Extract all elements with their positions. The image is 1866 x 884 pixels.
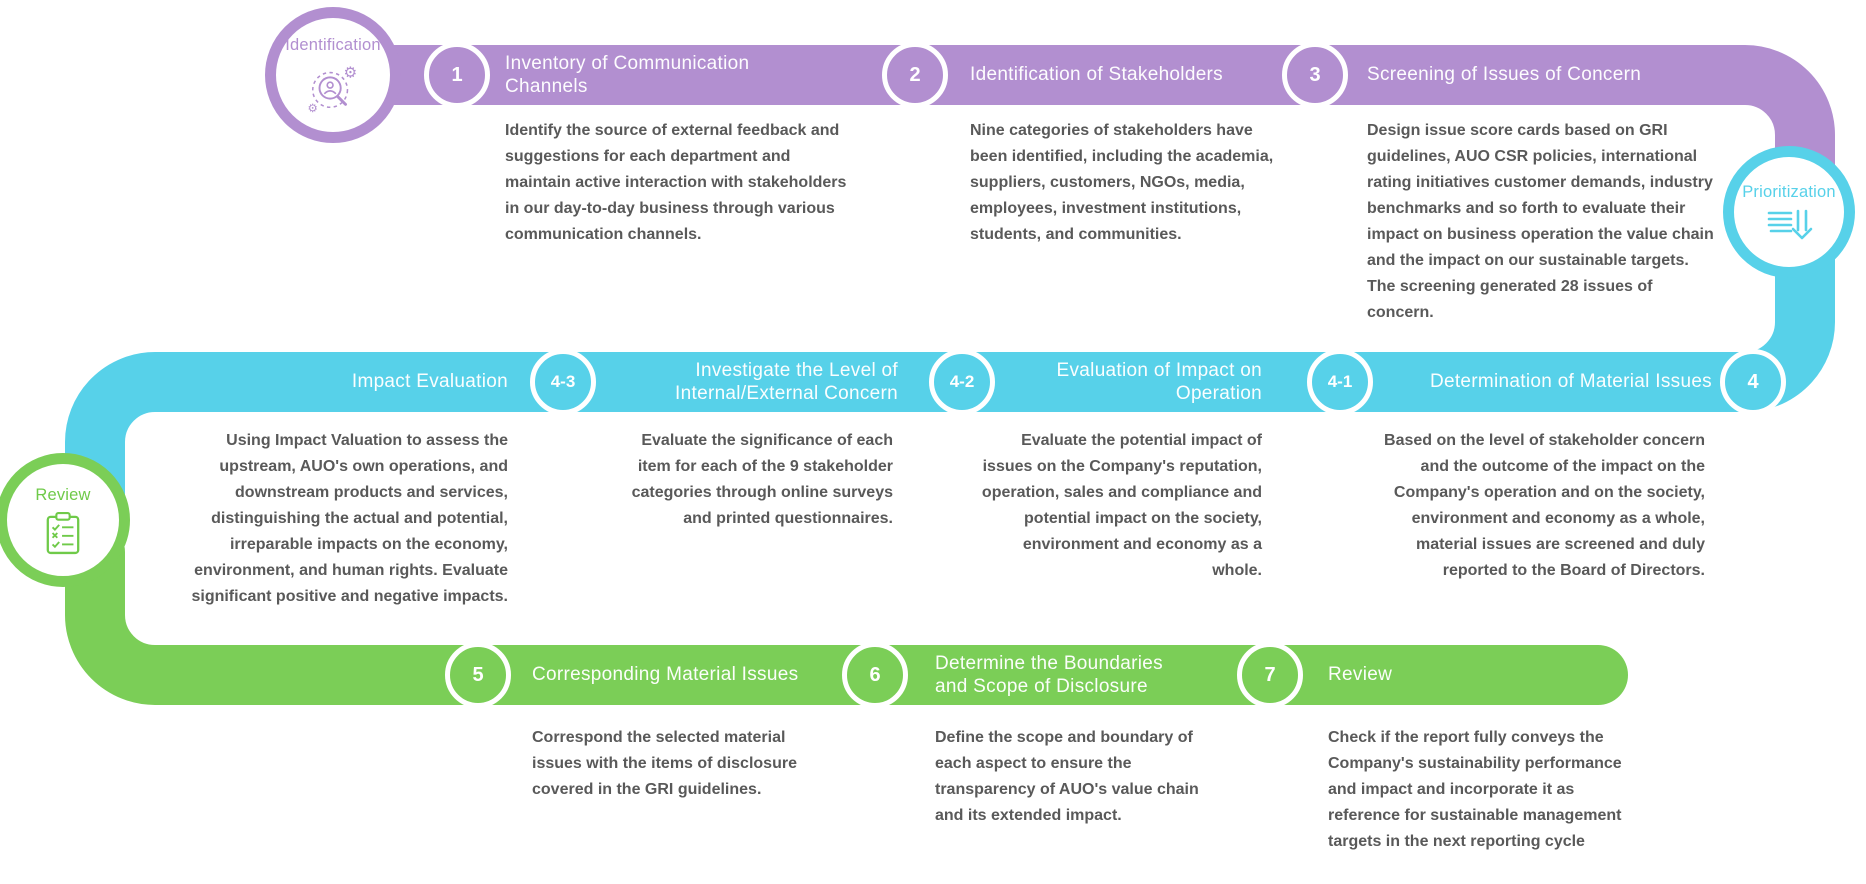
phase-label-review: Review (35, 485, 91, 504)
step-title-5: Corresponding Material Issues (532, 664, 799, 686)
step-circle-4 (1720, 349, 1786, 415)
step-body-7: Check if the report fully conveys the Company's sustainability performance and impact and incorporate it as reference for sustainable management targets in the next reporting cycle (1328, 729, 1622, 850)
step-body-3: Design issue score cards based on GRI guidelines, AUO CSR policies, international rating initiatives customer demands, industry benchmarks and so forth to evaluate their impact on business operation the value chain and the impact on our sustainable targets. The screening generated 28 issues of concern. (1367, 122, 1714, 321)
step-circle-4-2 (929, 349, 995, 415)
step-title-4-1: Evaluation of Impact on Operation (1056, 359, 1262, 404)
step-circle-5 (445, 642, 511, 708)
step-number: 4-3 (550, 372, 576, 391)
prioritization-icon (1765, 208, 1813, 242)
step-body-5: Correspond the selected material issues with the items of disclosure covered in the GRI guidelines. (532, 729, 797, 798)
phase-circle-identification (265, 7, 401, 143)
step-title-4-3: Impact Evaluation (351, 371, 508, 393)
step-body-4-2: Evaluate the significance of each item for each of the 9 stakeholder categories through online surveys and printed questionnaires. (631, 432, 893, 527)
step-title-2: Identification of Stakeholders (970, 64, 1223, 86)
review-icon (44, 511, 82, 555)
step-number: 2 (909, 63, 921, 86)
phase-circle-prioritization (1723, 146, 1855, 278)
step-body-4: Based on the level of stakeholder concern and the outcome of the impact on the Company's operation and on the society, environment and economy as a whole, material issues are screened and duly reported to the Board of Directors. (1384, 432, 1705, 579)
step-number: 1 (451, 63, 463, 86)
identification-icon (304, 61, 362, 115)
step-circle-4-1 (1307, 349, 1373, 415)
step-circle-2 (882, 42, 948, 108)
step-number: 3 (1309, 63, 1321, 86)
step-number: 4-2 (949, 372, 975, 391)
step-number: 5 (472, 663, 484, 686)
step-title-4: Determination of Material Issues (1429, 371, 1712, 393)
step-number: 6 (869, 663, 881, 686)
phase-circle-review (0, 453, 130, 587)
svg-text:⚙: ⚙ (343, 63, 358, 81)
step-title-3: Screening of Issues of Concern (1367, 64, 1642, 86)
step-title-4-2: Investigate the Level of Internal/External Concern (675, 359, 898, 404)
svg-text:⚙: ⚙ (307, 102, 318, 115)
step-circle-3 (1282, 42, 1348, 108)
step-circle-4-3 (530, 349, 596, 415)
phase-label-prioritization: Prioritization (1742, 182, 1836, 201)
step-title-7: Review (1328, 664, 1393, 686)
step-circle-7 (1237, 642, 1303, 708)
phase-label-identification: Identification (285, 35, 381, 54)
step-number: 4 (1747, 370, 1759, 393)
step-body-4-1: Evaluate the potential impact of issues on the Company's reputation, operation, sales and compliance and potential impact on the society, environment and economy as a whole. (981, 432, 1262, 579)
step-body-4-3: Using Impact Valuation to assess the upstream, AUO's own operations, and downstream products and services, distinguishing the actual and potential, irreparable impacts on the economy, environment, and human rights. Evaluate significant positive and negative impacts. (191, 432, 508, 605)
step-circle-1 (424, 42, 490, 108)
step-title-6: Determine the Boundaries and Scope of Disclosure (935, 652, 1163, 697)
step-number: 4-1 (1327, 372, 1353, 391)
step-circle-6 (842, 642, 908, 708)
step-body-6: Define the scope and boundary of each aspect to ensure the transparency of AUO's value chain and its extended impact. (935, 729, 1199, 824)
step-body-1: Identify the source of external feedback and suggestions for each department and maintain active interaction with stakeholders in our day-to-day business through various communication channels. (505, 122, 847, 243)
step-number: 7 (1264, 663, 1276, 686)
step-title-1: Inventory of Communication Channels (505, 52, 750, 97)
step-body-2: Nine categories of stakeholders have been identified, including the academia, suppliers, customers, NGOs, media, employees, investment institutions, students, and communities. (970, 122, 1274, 243)
